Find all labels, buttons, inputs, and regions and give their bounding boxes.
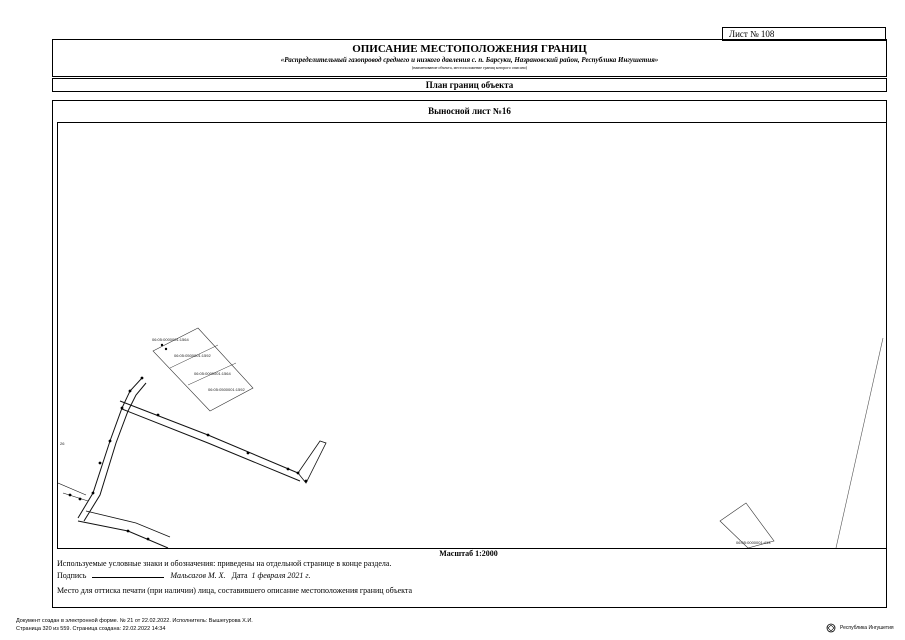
boundary-points: [69, 344, 308, 541]
boundary-point: [109, 440, 112, 443]
document-title: ОПИСАНИЕ МЕСТОПОЛОЖЕНИЯ ГРАНИЦ: [352, 43, 587, 55]
date-label: Дата: [231, 571, 248, 580]
boundary-point: [121, 407, 124, 410]
footer-line-2: Страница 320 из 559. Страница создана: 22.02.2022 14:34: [16, 626, 166, 632]
legend-text: Используемые условные знаки и обозначения: приведены на отдельной странице в конце раздела.: [57, 559, 392, 568]
boundary-point: [99, 462, 102, 465]
boundary-point: [92, 492, 95, 495]
boundary-map: [58, 123, 886, 548]
pipeline-boundary: [122, 409, 300, 481]
signature-row: [57, 569, 310, 581]
pipeline-boundary: [78, 521, 168, 548]
boundary-point: [305, 480, 308, 483]
edge-mark: 26: [60, 441, 65, 446]
boundary-point: [147, 538, 150, 541]
boundary-point: [287, 468, 290, 471]
signer-name: Мальсагов М. Х.: [170, 571, 226, 580]
boundary-point: [129, 390, 132, 393]
pipeline-boundary: [120, 401, 298, 473]
stamp-place-text: Место для оттиска печати (при наличии) лица, составившего описание местоположения границ объекта: [57, 586, 413, 595]
map-line: [836, 338, 883, 548]
boundary-point: [207, 434, 210, 437]
signature-line: [92, 569, 164, 578]
footer-logo-text: Республика Ингушетия: [840, 625, 894, 631]
pipeline-boundary: [84, 383, 146, 521]
boundary-point: [247, 452, 250, 455]
pipeline-spur: [298, 441, 326, 483]
boundary-point: [127, 530, 130, 533]
plan-heading: План границ объекта: [52, 78, 887, 92]
pipeline-boundary: [78, 378, 142, 518]
scale-label: Масштаб 1:2000: [439, 549, 498, 558]
map-line: [58, 483, 86, 495]
parcel-label: 06:05:0000001:1564: [152, 337, 189, 342]
extract-title: Выносной лист №16: [428, 106, 511, 116]
emblem-icon: [826, 623, 836, 633]
date-value: 1 февраля 2021 г.: [251, 571, 311, 580]
sheet-number: Лист № 108: [729, 29, 775, 39]
parcel-label: 06:05:0000001:413: [736, 540, 771, 545]
boundary-point: [161, 344, 163, 346]
boundary-point: [297, 472, 300, 475]
parcel-label: 06:05:0500001:1592: [174, 353, 211, 358]
parcel-label: 06:05:0000001:1564: [194, 371, 231, 376]
title-block: [52, 39, 887, 77]
boundary-point: [165, 348, 167, 350]
object-name: «Распределительный газопровод среднего и низкого давления с. п. Барсуки, Назрановский район, Республика Ингушетия»: [280, 56, 659, 64]
boundary-point: [141, 377, 144, 380]
boundary-point: [79, 498, 82, 501]
footer-logo: [826, 623, 894, 633]
parcel-label: 06:05:0500001:1592: [208, 387, 245, 392]
object-note: (наименование объекта, местоположение границ которого описано): [411, 65, 528, 70]
map-area: [57, 122, 887, 549]
footer-line-1: Документ создан в электронной форме. № 21 от 22.02.2022. Исполнитель: Вышегурова Х.И.: [16, 618, 253, 624]
boundary-point: [69, 494, 72, 497]
signature-label: Подпись: [57, 571, 87, 580]
boundary-point: [157, 414, 160, 417]
pipeline-boundary: [86, 511, 170, 537]
